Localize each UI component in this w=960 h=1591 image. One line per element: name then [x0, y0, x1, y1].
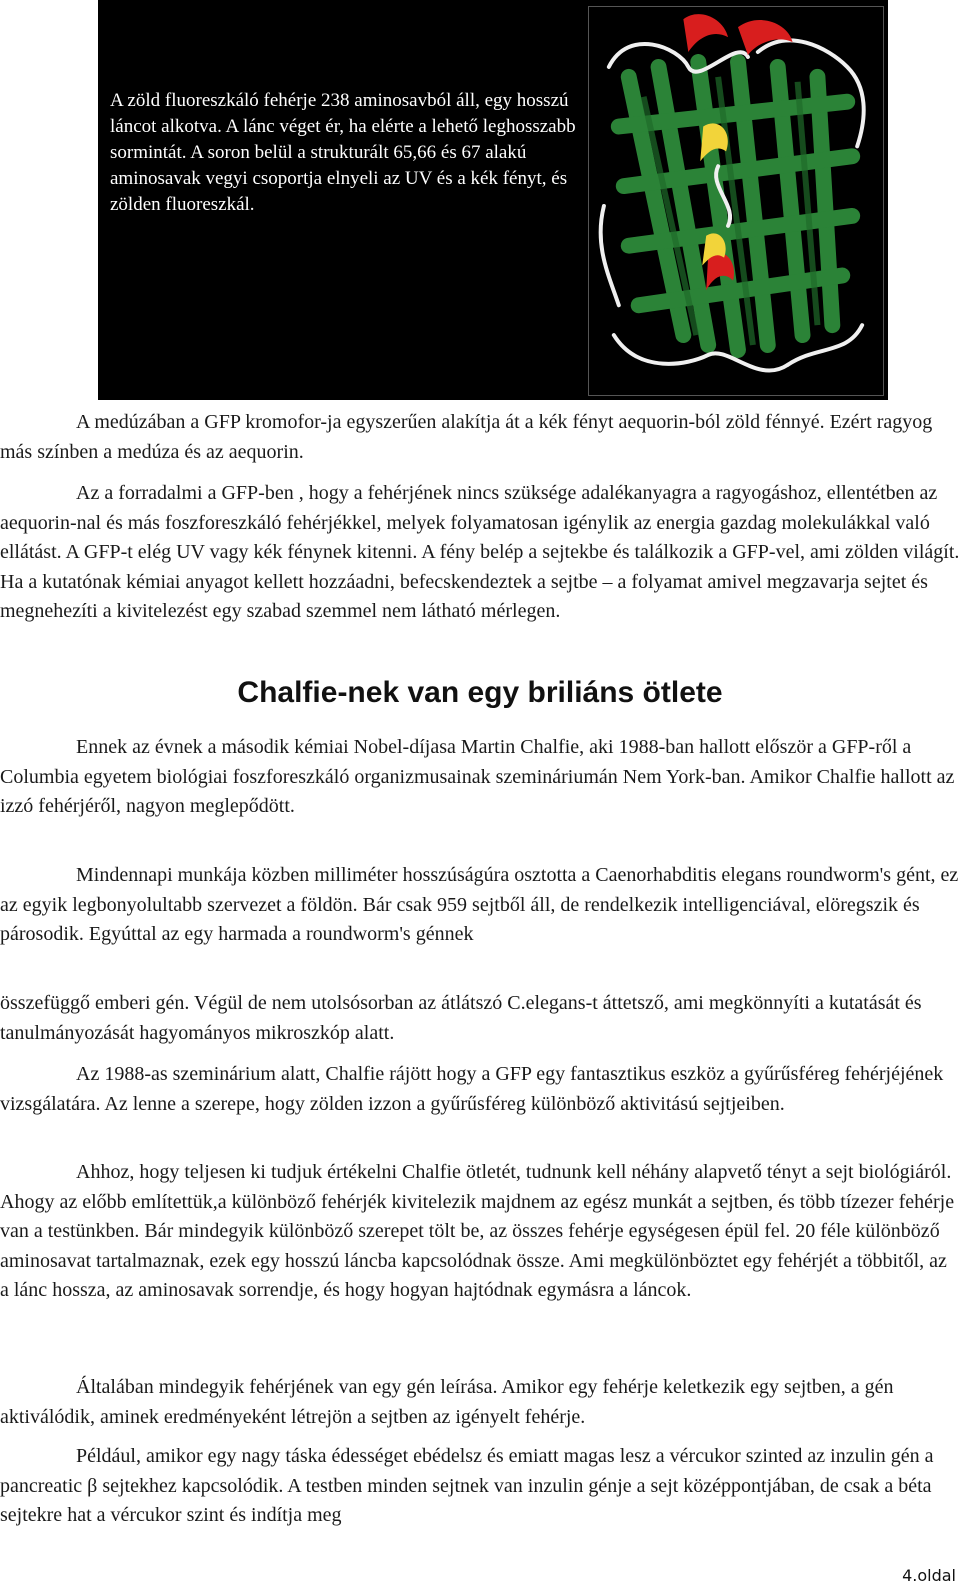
gfp-structure-image [588, 6, 884, 396]
body-text-p2 [0, 479, 960, 627]
paragraph-1: A medúzában a GFP kromofor-ja egyszerűen alakítja át a kék fényt aequorin-ból zöld fénnyé. Ezért ragyog más színben a medúza és az aequorin. [0, 411, 933, 463]
paragraph-8: Általában mindegyik fehérjének van egy gén leírása. Amikor egy fehérje keletkezik egy sejtben, a gén aktiválódik, aminek eredményeként létrejön a sejtben az igényelt fehérje. [0, 1376, 894, 1428]
paragraph-5: összefüggő emberi gén. Végül de nem utolsósorban az átlátszó C.elegans-t áttetsző, ami megkönnyíti a kutatását és tanulmányozását hagyományos mikroszkóp alatt. [0, 992, 922, 1044]
body-text-p7 [0, 1158, 960, 1306]
paragraph-3: Ennek az évnek a második kémiai Nobel-díjasa Martin Chalfie, aki 1988-ban hallott először a GFP-ről a Columbia egyetem biológiai foszforeszkáló organizmusainak szemináriumán Nem York-ban. Amikor Chalfie hallott az izzó fehérjéről, nagyon meglepődött. [0, 736, 955, 817]
gfp-barrel-illustration [589, 7, 883, 395]
body-text-p9 [0, 1442, 960, 1531]
section-heading: Chalfie-nek van egy briliáns ötlete [237, 676, 723, 709]
body-text-p5 [0, 989, 960, 1048]
body-text-p4 [0, 861, 960, 950]
figure-caption: A zöld fluoreszkáló fehérje 238 aminosavból áll, egy hosszú láncot alkotva. A lánc véget ér, ha elérte a lehető leghosszabb sormintát. A soron belül a strukturált 65,66 és 67 alakú aminosavak vegyi csoportja elnyeli az UV és a kék fényt, és zölden fluoreszkál. [110, 90, 576, 215]
gfp-figure [98, 0, 888, 400]
paragraph-2: Az a forradalmi a GFP-ben , hogy a fehérjének nincs szüksége adalékanyagra a ragyogáshoz, ellentétben az aequorin-nal és más foszforeszkáló fehérjékkel, melyek folyamatosan igénylik az energia gazdag molekulákkal való ellátást. A GFP-t elég UV vagy kék fénynek kitenni. A fény belép a sejtekbe és találkozik a GFP-vel, ami zölden világít. Ha a kutatónak kémiai anyagot kellett hozzáadni, befecskendeztek a sejtbe – a folyamat amivel megzavarja sejtet és megnehezíti a kivitelezést egy szabad szemmel nem látható mérlegen. [0, 482, 960, 622]
body-text-top [0, 408, 960, 467]
paragraph-9: Például, amikor egy nagy táska édességet ebédelsz és emiatt magas lesz a vércukor szinted az inzulin gén a pancreatic β sejtekhez kapcsolódik. A testben minden sejtnek van inzulin génje a sejt középpontjában, de csak a béta sejtekre hat a vércukor szint és indítja meg [0, 1445, 934, 1526]
body-text-p6 [0, 1060, 960, 1119]
paragraph-7: Ahhoz, hogy teljesen ki tudjuk értékelni Chalfie ötletét, tudnunk kell néhány alapvető tényt a sejt biológiáról. Ahogy az előbb említettük,a különböző fehérjék kivitelezik majdnem az egész munkát a sejtben, és több tízezer fehérje van a testünkben. Bár mindegyik különböző szerepet tölt be, az összes fehérje egységesen épül fel. 20 féle különböző aminosavat tartalmaznak, ezek egy hosszú láncba kapcsolódnak össze. Ami megkülönböztet egy fehérjét a többitől, az a lánc hossza, az aminosavak sorrendje, és hogy hogyan hajtódnak egymásra a láncok. [0, 1161, 955, 1301]
body-text-p8 [0, 1373, 960, 1432]
page-number: 4.oldal [902, 1566, 956, 1585]
body-text-p3 [0, 733, 960, 822]
paragraph-6: Az 1988-as szeminárium alatt, Chalfie rájött hogy a GFP egy fantasztikus eszköz a gyűrűsféreg fehérjéjének vizsgálatára. Az lenne a szerepe, hogy zölden izzon a gyűrűsféreg különböző aktivitású sejtjeiben. [0, 1063, 944, 1115]
paragraph-4: Mindennapi munkája közben milliméter hosszúságúra osztotta a Caenorhabditis elegans roundworm's gént, ez az egyik legbonyolultabb szervezet a földön. Bár csak 959 sejtből áll, de rendelkezik intelligenciával, elöregszik és párosodik. Egyúttal az egy harmada a roundworm's génnek [0, 864, 959, 945]
